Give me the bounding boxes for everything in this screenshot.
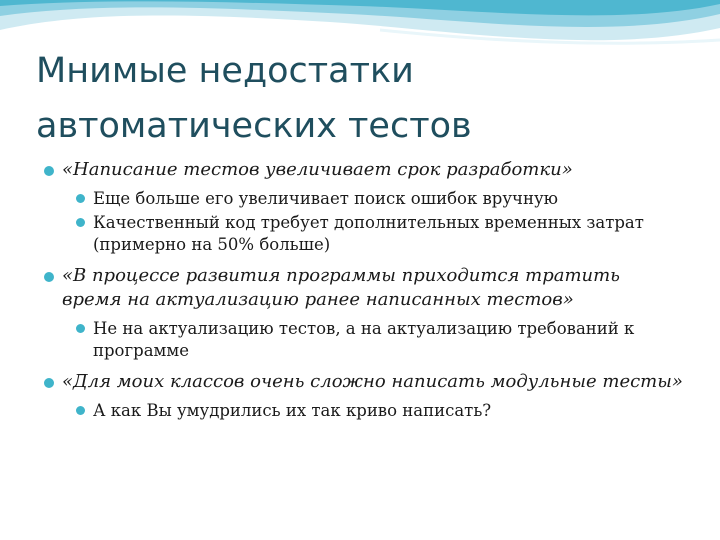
bullet-1: [44, 158, 684, 182]
bullet-3: [44, 370, 684, 394]
sub-bullet-2-1: [44, 318, 684, 362]
sub-bullet-1-2-text: Качественный код требует дополнительных временных затрат (примерно на 50% больше): [93, 213, 644, 254]
sub-bullet-dot-icon: [76, 406, 85, 415]
sub-bullet-1-1: [44, 188, 684, 210]
sub-bullet-dot-icon: [76, 324, 85, 333]
slide-title-line2: автоматических тестов: [36, 106, 472, 146]
slide-title: [36, 44, 696, 154]
bullet-dot-icon: [44, 378, 54, 388]
sub-bullet-1-2: [44, 212, 684, 256]
sub-bullet-3-1: [44, 400, 684, 422]
bullet-list: [44, 158, 684, 422]
bullet-1-text: «Написание тестов увеличивает срок разработки»: [62, 159, 573, 180]
sub-bullet-dot-icon: [76, 218, 85, 227]
sub-bullet-dot-icon: [76, 194, 85, 203]
bullet-dot-icon: [44, 272, 54, 282]
sub-bullet-1-1-text: Еще больше его увеличивает поиск ошибок вручную: [93, 189, 559, 208]
slide-title-line1: Мнимые недостатки: [36, 51, 414, 91]
bullet-dot-icon: [44, 166, 54, 176]
sub-bullet-2-1-text: Не на актуализацию тестов, а на актуализацию требований к программе: [93, 319, 635, 360]
bullet-3-text: «Для моих классов очень сложно написать модульные тесты»: [62, 371, 683, 392]
bullet-2: [44, 264, 684, 312]
sub-bullet-3-1-text: А как Вы умудрились их так криво написать?: [93, 401, 492, 420]
bullet-2-text: «В процессе развития программы приходится тратить время на актуализацию ранее написанных тестов»: [62, 265, 620, 310]
